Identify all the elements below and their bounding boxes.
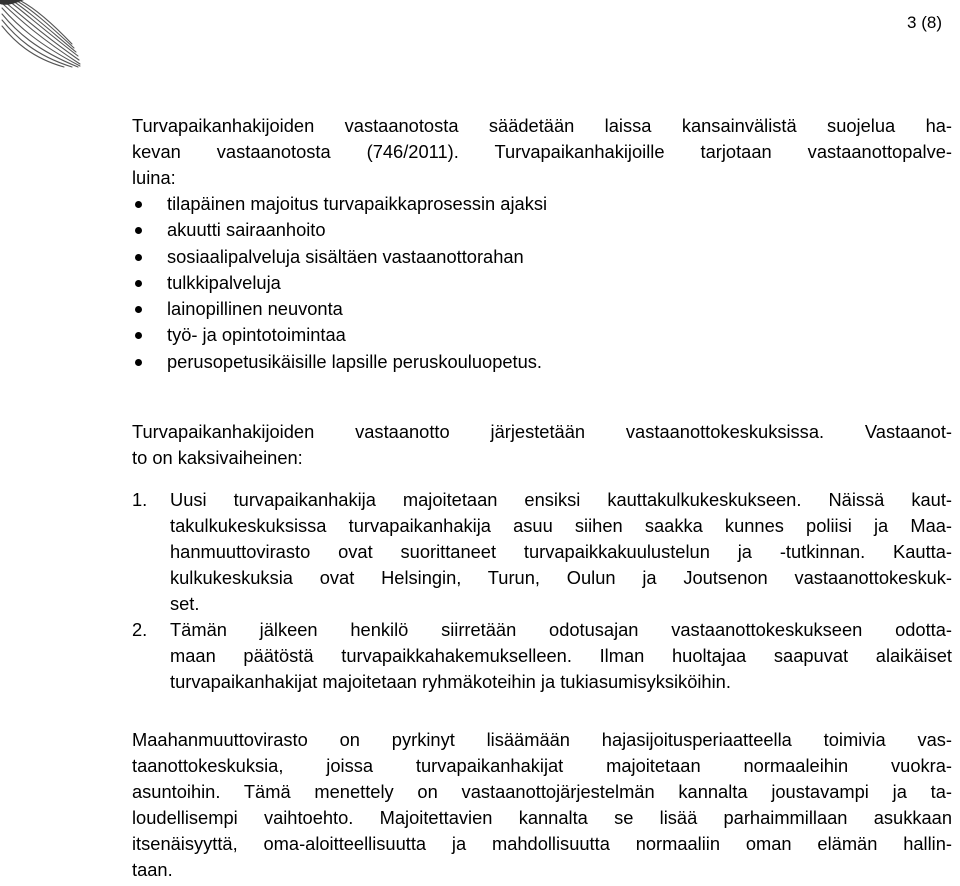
list-item: tulkkipalveluja — [132, 270, 952, 296]
services-list — [132, 191, 952, 375]
paragraph-line: taanottokeskuksia, joissa turvapaikanhakijat majoitetaan normaaleihin vuokra- — [132, 755, 952, 777]
paragraph-line: asuntoihin. Tämä menettely on vastaanottojärjestelmän kannalta joustavampi ja ta- — [132, 781, 952, 803]
bullet-icon — [135, 201, 142, 208]
paragraph-line: itsenäisyyttä, oma-aloitteellisuutta ja mahdollisuutta normaaliin oman elämän hallin- — [132, 833, 952, 855]
bullet-icon — [135, 332, 142, 339]
paragraph-line: to on kaksivaiheinen: — [132, 447, 303, 469]
paragraph-line: loudellisempi vaihtoehto. Majoitettavien kannalta se lisää parhaimmillaan asukkaan — [132, 807, 952, 829]
closing-paragraph — [132, 727, 952, 883]
list-item: akuutti sairaanhoito — [132, 217, 952, 243]
paragraph-line: luina: — [132, 167, 176, 188]
document-body — [132, 113, 952, 883]
list-item: perusopetusikäisille lapsille peruskouluopetus. — [132, 349, 952, 375]
paragraph-line: maan päätöstä turvapaikkahakemukselleen. Ilman huoltajaa saapuvat alaikäiset — [170, 645, 952, 667]
paragraph-line: Tämän jälkeen henkilö siirretään odotusajan vastaanottokeskukseen odotta- — [170, 619, 952, 641]
bullet-icon — [135, 280, 142, 287]
list-item: työ- ja opintotoimintaa — [132, 322, 952, 348]
list-item: sosiaalipalveluja sisältäen vastaanottorahan — [132, 244, 952, 270]
list-item: tilapäinen majoitus turvapaikkaprosessin ajaksi — [132, 191, 952, 217]
numbered-item-1 — [132, 487, 952, 617]
page-number: 3 (8) — [907, 13, 942, 32]
bullet-icon — [135, 254, 142, 261]
bullet-icon — [135, 306, 142, 313]
bullet-icon — [135, 227, 142, 234]
paragraph-line: set. — [170, 593, 200, 615]
item-number: 2. — [132, 619, 148, 641]
paragraph-line: kulkukeskuksia ovat Helsingin, Turun, Oulun ja Joutsenon vastaanottokeskuk- — [170, 567, 952, 589]
paragraph-line: Uusi turvapaikanhakija majoitetaan ensiksi kauttakulkukeskukseen. Näissä kaut- — [170, 489, 952, 511]
paragraph-line: takulkukeskuksissa turvapaikanhakija asuu siihen saakka kunnes poliisi ja Maa- — [170, 515, 952, 537]
numbered-item-2 — [132, 617, 952, 695]
paragraph-line: Turvapaikanhakijoiden vastaanotto järjestetään vastaanottokeskuksissa. Vastaanot- — [132, 421, 952, 443]
paragraph-line: turvapaikanhakijat majoitetaan ryhmäkoteihin ja tukiasumisyksiköihin. — [170, 671, 731, 693]
reception-paragraph — [132, 419, 952, 471]
paragraph-line: taan. — [132, 859, 173, 881]
paragraph-line: kevan vastaanotosta (746/2011). Turvapaikanhakijoille tarjotaan vastaanottopalve- — [132, 141, 952, 162]
wing-feather-logo-icon — [0, 0, 82, 68]
paragraph-line: Maahanmuuttovirasto on pyrkinyt lisäämään hajasijoitusperiaatteella toimivia vas- — [132, 729, 952, 751]
paragraph-line: Turvapaikanhakijoiden vastaanotosta säädetään laissa kansainvälistä suojelua ha- — [132, 115, 952, 136]
item-number: 1. — [132, 489, 148, 511]
bullet-icon — [135, 359, 142, 366]
paragraph-line: hanmuuttovirasto ovat suorittaneet turvapaikkakuulustelun ja -tutkinnan. Kautta- — [170, 541, 952, 563]
intro-paragraph — [132, 113, 952, 191]
list-item: lainopillinen neuvonta — [132, 296, 952, 322]
